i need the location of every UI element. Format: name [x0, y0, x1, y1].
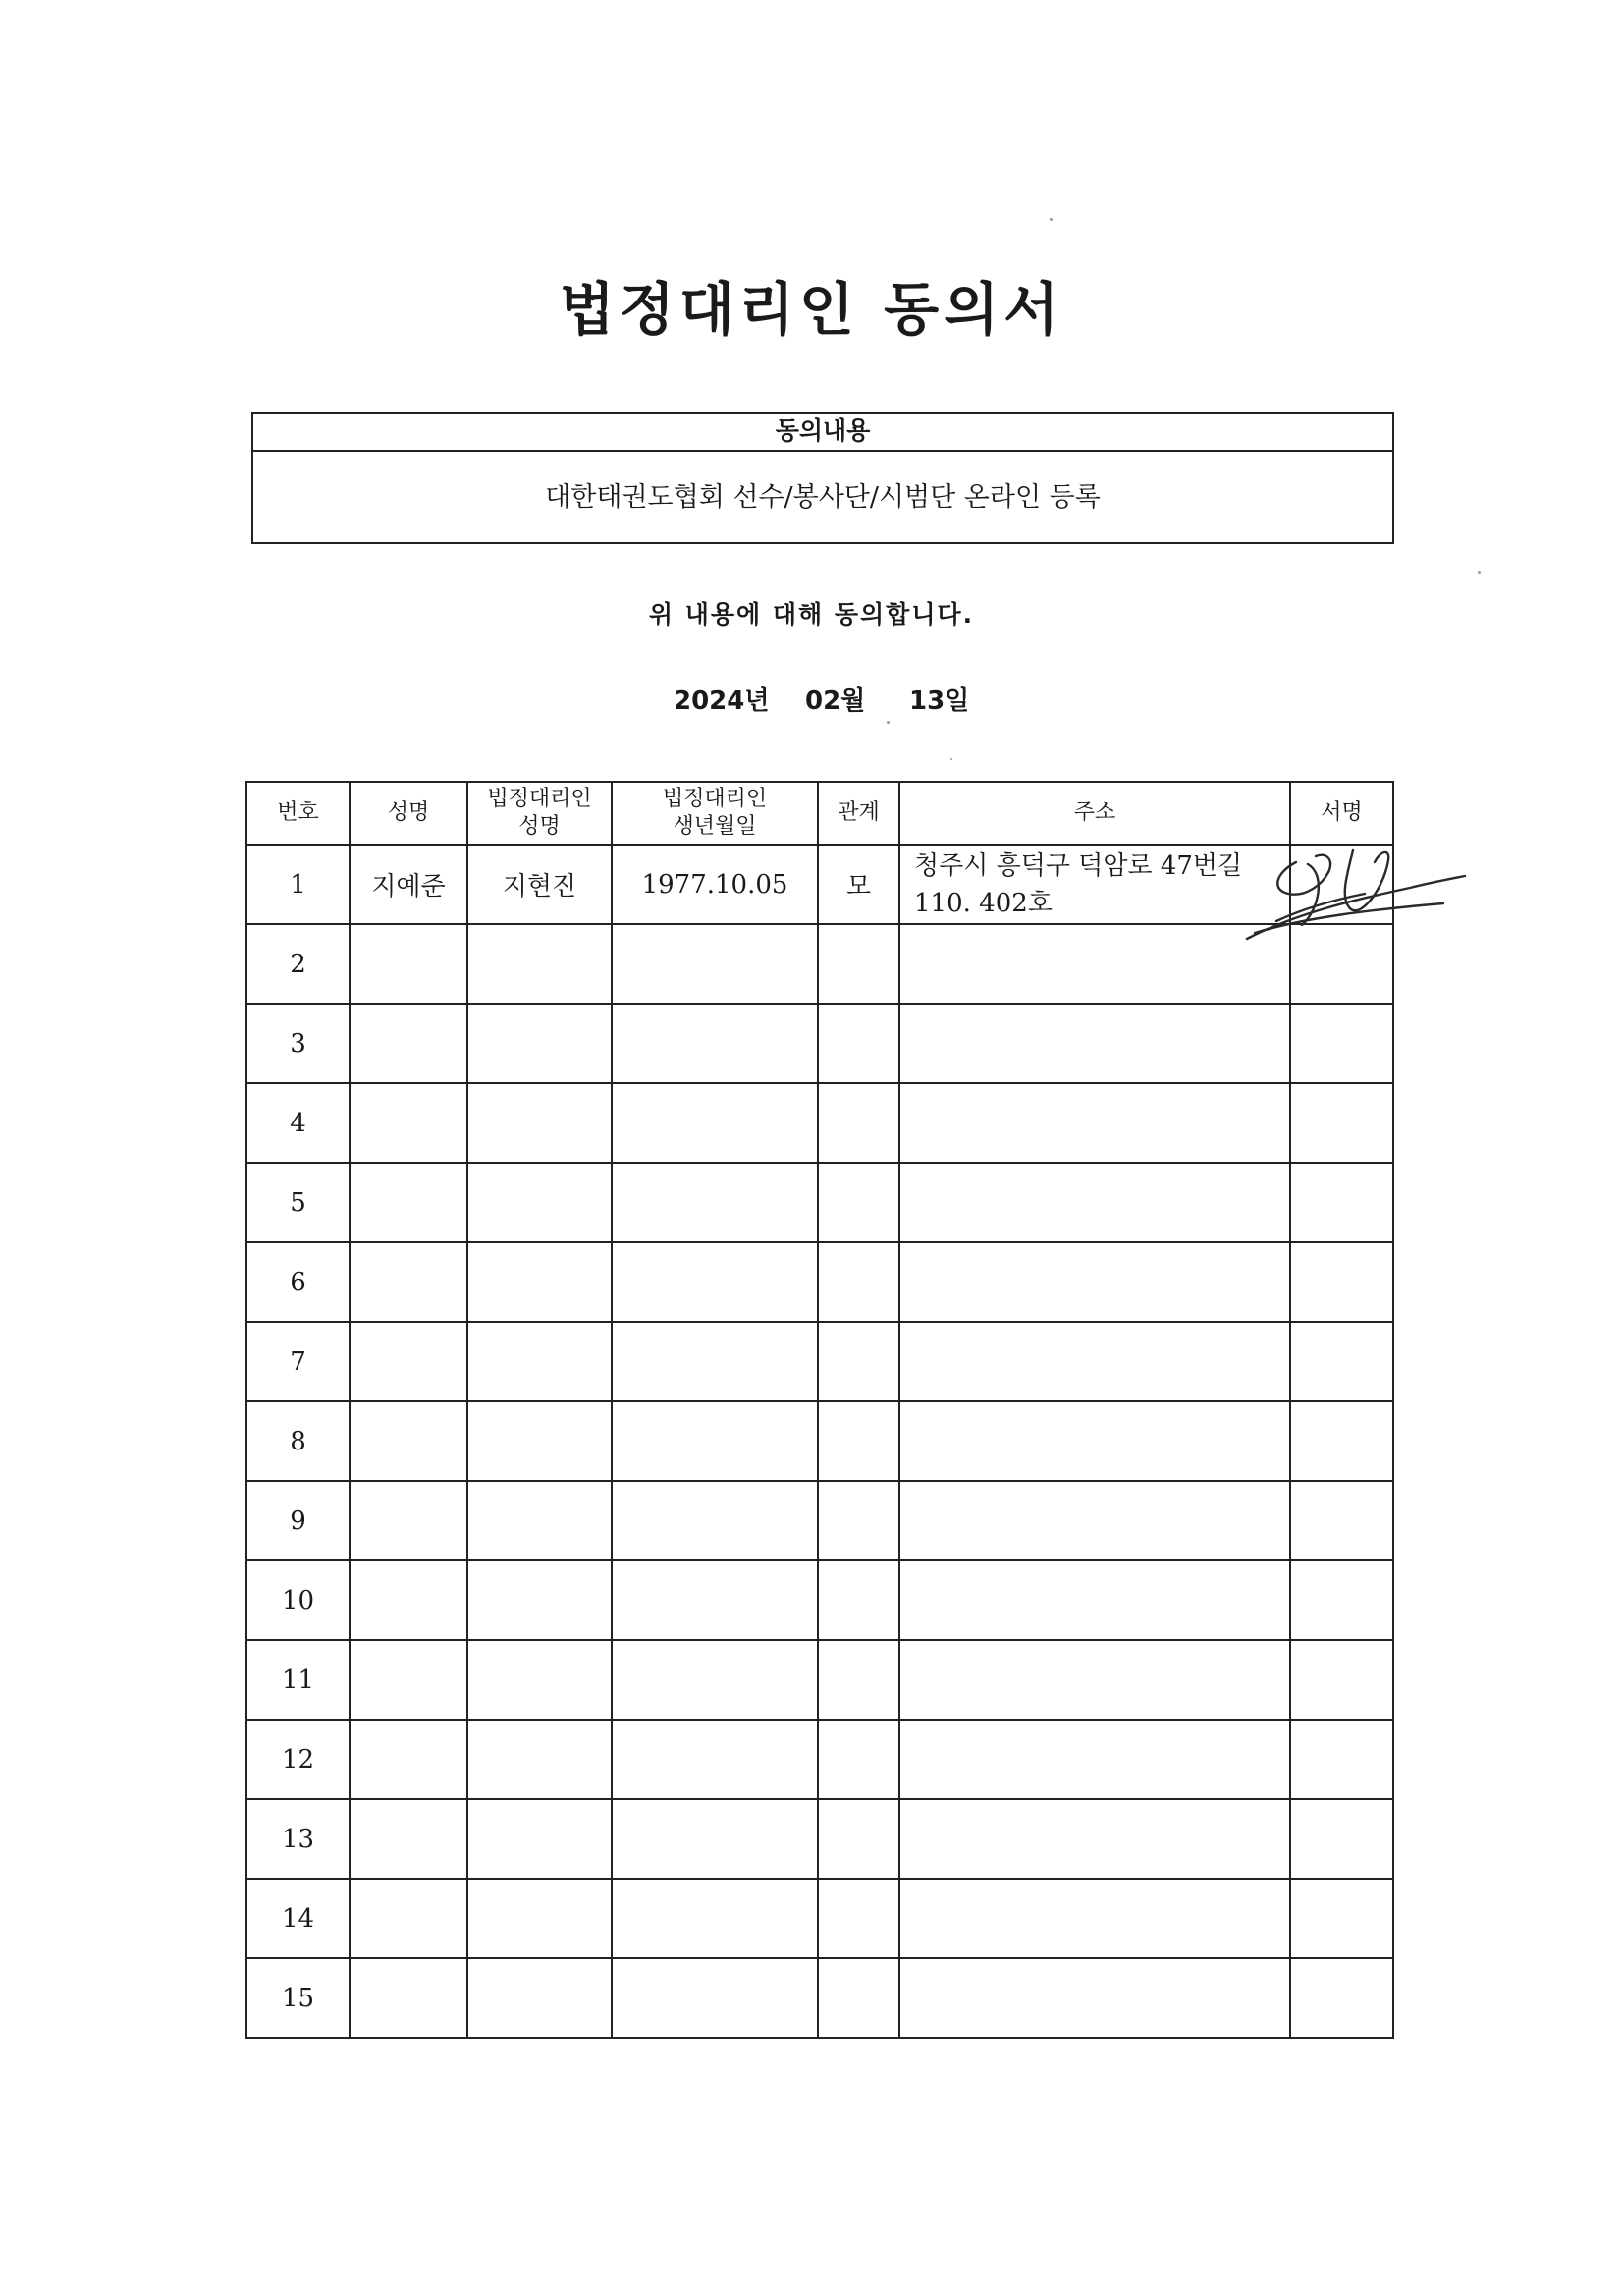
cell-relation — [818, 1640, 899, 1720]
cell-relation — [818, 1879, 899, 1958]
date-month: 02월 — [805, 686, 866, 716]
consent-text: 대한태권도협회 선수/봉사단/시범단 온라인 등록 — [545, 482, 1101, 513]
cell-guardian-birth — [612, 1640, 818, 1720]
cell-signature — [1290, 1720, 1393, 1799]
cell-name — [350, 1481, 467, 1560]
cell-no: 2 — [246, 924, 350, 1004]
document-title: 법정대리인 동의서 — [559, 276, 1064, 343]
cell-address — [899, 924, 1290, 1004]
cell-guardian-name — [467, 1640, 612, 1720]
cell-signature — [1290, 1401, 1393, 1481]
cell-guardian-birth: 1977.10.05 — [612, 845, 818, 924]
table-row — [246, 1401, 1393, 1481]
cell-no: 10 — [246, 1560, 350, 1640]
header-signature: 서명 — [1290, 782, 1393, 845]
cell-guardian-birth — [612, 1163, 818, 1242]
cell-guardian-birth — [612, 1481, 818, 1560]
cell-guardian-birth — [612, 1720, 818, 1799]
cell-name — [350, 1004, 467, 1083]
table-row — [246, 1958, 1393, 2038]
consent-header: 동의내용 — [253, 414, 1392, 452]
cell-guardian-name — [467, 1083, 612, 1163]
cell-address-line1: 청주시 흥덕구 덕암로 47번길 — [914, 850, 1243, 881]
cell-address — [899, 1879, 1290, 1958]
cell-signature — [1290, 1879, 1393, 1958]
header-name: 성명 — [350, 782, 467, 845]
cell-name — [350, 1799, 467, 1879]
cell-guardian-name — [467, 1401, 612, 1481]
cell-address — [899, 1799, 1290, 1879]
header-guardian-birth-line2: 생년월일 — [673, 814, 757, 839]
cell-address — [899, 1322, 1290, 1401]
cell-guardian-name — [467, 1242, 612, 1322]
cell-guardian-name — [467, 1799, 612, 1879]
cell-address — [899, 1242, 1290, 1322]
cell-name — [350, 1640, 467, 1720]
cell-signature — [1290, 1560, 1393, 1640]
cell-no: 9 — [246, 1481, 350, 1560]
scan-speck — [1478, 571, 1481, 574]
header-guardian-name — [467, 782, 612, 845]
table-row — [246, 1481, 1393, 1560]
cell-name — [350, 1163, 467, 1242]
cell-no: 12 — [246, 1720, 350, 1799]
cell-signature — [1290, 1163, 1393, 1242]
header-relation: 관계 — [818, 782, 899, 845]
cell-name — [350, 1242, 467, 1322]
table-row — [246, 1163, 1393, 1242]
table-row — [246, 1004, 1393, 1083]
cell-name — [350, 1560, 467, 1640]
header-guardian-birth — [612, 782, 818, 845]
cell-relation — [818, 1242, 899, 1322]
table-row — [246, 1322, 1393, 1401]
cell-signature — [1290, 1083, 1393, 1163]
cell-address — [899, 1083, 1290, 1163]
header-address: 주소 — [899, 782, 1290, 845]
cell-guardian-birth — [612, 1401, 818, 1481]
cell-address — [899, 1560, 1290, 1640]
cell-relation — [818, 1560, 899, 1640]
cell-address-line2: 110. 402호 — [914, 888, 1053, 918]
cell-name — [350, 1720, 467, 1799]
cell-guardian-name: 지현진 — [467, 845, 612, 924]
scan-speck — [950, 758, 952, 760]
cell-address — [899, 1720, 1290, 1799]
cell-relation — [818, 1083, 899, 1163]
cell-signature — [1290, 1322, 1393, 1401]
cell-guardian-birth — [612, 1879, 818, 1958]
table-row — [246, 1560, 1393, 1640]
cell-guardian-birth — [612, 1322, 818, 1401]
cell-guardian-name — [467, 1879, 612, 1958]
cell-guardian-birth — [612, 1958, 818, 2038]
cell-no: 8 — [246, 1401, 350, 1481]
cell-guardian-birth — [612, 1242, 818, 1322]
cell-guardian-name — [467, 1560, 612, 1640]
table-row — [246, 1083, 1393, 1163]
handwritten-signature — [1237, 815, 1473, 953]
header-guardian-name-line2: 성명 — [518, 814, 561, 839]
cell-no: 15 — [246, 1958, 350, 2038]
cell-signature — [1290, 1004, 1393, 1083]
cell-guardian-name — [467, 1322, 612, 1401]
cell-no: 4 — [246, 1083, 350, 1163]
cell-guardian-name — [467, 1004, 612, 1083]
cell-address — [899, 1958, 1290, 2038]
cell-guardian-name — [467, 1958, 612, 2038]
cell-guardian-name — [467, 1720, 612, 1799]
cell-address — [899, 1163, 1290, 1242]
cell-relation — [818, 1004, 899, 1083]
cell-relation: 모 — [818, 845, 899, 924]
cell-guardian-birth — [612, 1083, 818, 1163]
table-row — [246, 1879, 1393, 1958]
cell-address — [899, 1640, 1290, 1720]
cell-name — [350, 1879, 467, 1958]
cell-no: 13 — [246, 1799, 350, 1879]
agreement-statement: 위 내용에 대해 동의합니다. — [648, 600, 975, 629]
cell-signature — [1290, 1242, 1393, 1322]
guardian-consent-table — [245, 781, 1394, 2039]
cell-name — [350, 1401, 467, 1481]
date-day: 13일 — [909, 686, 970, 716]
cell-guardian-name — [467, 924, 612, 1004]
table-row — [246, 1640, 1393, 1720]
cell-no: 6 — [246, 1242, 350, 1322]
cell-address — [899, 1004, 1290, 1083]
cell-name — [350, 1958, 467, 2038]
table-row — [246, 1799, 1393, 1879]
scan-speck — [887, 721, 890, 724]
cell-signature — [1290, 1481, 1393, 1560]
table-row — [246, 924, 1393, 1004]
consent-content-box — [251, 412, 1394, 544]
header-no: 번호 — [246, 782, 350, 845]
cell-name — [350, 924, 467, 1004]
header-guardian-birth-line1: 법정대리인 — [662, 787, 768, 811]
cell-signature — [1290, 1640, 1393, 1720]
cell-address — [899, 1481, 1290, 1560]
cell-relation — [818, 1720, 899, 1799]
cell-guardian-birth — [612, 1799, 818, 1879]
cell-relation — [818, 1481, 899, 1560]
cell-name: 지예준 — [350, 845, 467, 924]
table-header-row — [246, 782, 1393, 845]
cell-guardian-name — [467, 1481, 612, 1560]
cell-signature — [1290, 1958, 1393, 2038]
table-row — [246, 845, 1393, 924]
cell-guardian-birth — [612, 1560, 818, 1640]
header-guardian-name-line1: 법정대리인 — [487, 787, 592, 811]
cell-no: 11 — [246, 1640, 350, 1720]
cell-no: 7 — [246, 1322, 350, 1401]
date-year: 2024년 — [674, 686, 770, 716]
cell-no: 3 — [246, 1004, 350, 1083]
cell-no: 14 — [246, 1879, 350, 1958]
cell-relation — [818, 1799, 899, 1879]
cell-relation — [818, 1163, 899, 1242]
cell-guardian-name — [467, 1163, 612, 1242]
cell-name — [350, 1083, 467, 1163]
table-row — [246, 1242, 1393, 1322]
cell-address — [899, 1401, 1290, 1481]
cell-no: 5 — [246, 1163, 350, 1242]
cell-relation — [818, 924, 899, 1004]
cell-address — [899, 845, 1290, 924]
table-row — [246, 1720, 1393, 1799]
cell-guardian-birth — [612, 1004, 818, 1083]
cell-name — [350, 1322, 467, 1401]
cell-relation — [818, 1401, 899, 1481]
scan-speck — [1050, 218, 1053, 221]
cell-guardian-birth — [612, 924, 818, 1004]
cell-relation — [818, 1958, 899, 2038]
cell-no: 1 — [246, 845, 350, 924]
cell-signature — [1290, 1799, 1393, 1879]
cell-relation — [818, 1322, 899, 1401]
